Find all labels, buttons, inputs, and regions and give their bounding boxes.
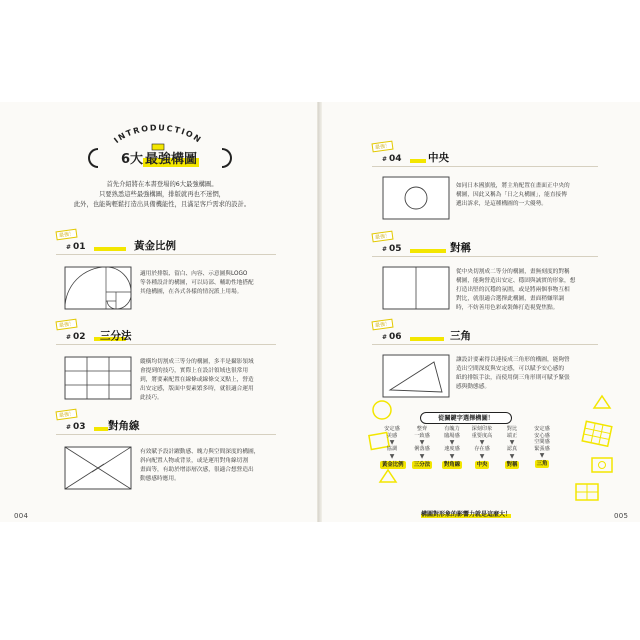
section-03-heading — [56, 410, 276, 434]
desc-line: 出安定感，版面中要素繁多時，就很適合運用 — [140, 386, 254, 392]
desc-line: 如同日本國旗般，將主角配置在畫面正中央的 — [456, 183, 570, 189]
keyword: 安定感 — [384, 426, 400, 432]
section-number: # 01 — [66, 242, 86, 252]
desc-line: 感與動態感。 — [456, 384, 491, 390]
composition-term: 三分法 — [413, 461, 431, 468]
badge: 最強！ — [55, 229, 77, 241]
arrow-down-icon: ▼ — [449, 439, 455, 446]
keyword-table — [372, 412, 562, 500]
intro-title-highlight: 最強構圖 — [145, 152, 198, 167]
keyword: 重要度高 — [471, 432, 493, 439]
keyword: 安心感 — [534, 432, 550, 439]
composition-term: 中央 — [476, 461, 488, 468]
arrow-down-icon: ▼ — [419, 452, 425, 460]
section-name: 對稱 — [450, 242, 471, 254]
desc-line: 縱橫均切割成三等分的構圖，多半是攝影領域 — [140, 359, 254, 365]
desc-line: 時，不妨善用色彩或裝飾打造視覺焦點。 — [456, 305, 559, 311]
badge: 最強！ — [371, 231, 393, 243]
heading-bar — [410, 249, 446, 253]
intro-text — [52, 180, 272, 210]
arrow-down-icon: ▼ — [479, 452, 485, 460]
keyword: 緊張感 — [534, 445, 550, 452]
keyword: 空間感 — [534, 439, 550, 445]
keyword-column — [440, 426, 464, 469]
desc-line: 斜向配置人物或背景，或是運用對角線切割 — [140, 458, 249, 464]
section-03-desc — [140, 448, 290, 484]
keyword-column — [410, 426, 434, 469]
desc-line: 到，將要素配置在線條或線條交叉點上，營造 — [140, 377, 254, 383]
section-05-heading — [372, 232, 598, 256]
heading-rule — [372, 256, 598, 257]
desc-line: 畫面等，有助於增添層次感，很適合想營造出 — [140, 467, 254, 473]
section-name: 對角線 — [108, 420, 140, 432]
desc-line: 會提到的技巧，實際上在設計領域也很常用 — [140, 368, 249, 374]
keyword: 一致感 — [414, 432, 430, 439]
arrow-down-icon: ▼ — [389, 452, 395, 460]
section-06-desc — [456, 356, 606, 392]
section-06-heading — [372, 320, 598, 344]
heading-rule — [372, 344, 598, 345]
keyword: 俐落感 — [414, 446, 430, 452]
desc-line: 構圖，能夠營造出安定、穩固與誠實的形象，想 — [456, 278, 576, 284]
arrow-down-icon: ▼ — [419, 439, 425, 446]
keyword-column — [530, 426, 554, 468]
triangle-diagram — [382, 354, 450, 398]
desc-line: 有效賦予設計躍動感、魄力與空間深度的構圖， — [140, 449, 260, 455]
section-04-heading — [372, 142, 598, 166]
left-page-number: 004 — [14, 512, 29, 520]
left-page — [0, 102, 318, 522]
desc-line: 從中央切割成二等分的構圖，畫無刻度的對稱 — [456, 269, 570, 275]
desc-line: 對比，就很適合選擇此構圖，畫面稍嫌單調 — [456, 296, 565, 302]
golden-ratio-diagram — [64, 266, 132, 310]
heading-bar — [94, 427, 108, 431]
section-number: # 06 — [382, 332, 402, 342]
desc-line: 等各種設計的構圖，可以局部、輔助性地搭配 — [140, 280, 254, 286]
desc-line: 造出空間深度與安定感，可以賦予安心感的 — [456, 366, 565, 372]
keyword: 臨場感 — [444, 432, 460, 439]
intro-line: 只要熟悉這些最強構圖，排版就再也不迷惘， — [99, 191, 225, 198]
arrow-down-icon: ▼ — [389, 439, 395, 446]
center-composition-diagram — [382, 176, 450, 220]
section-name: 三分法 — [100, 330, 132, 342]
desc-line: 讓設計要素得以連接成三角形的構圖，能夠營 — [456, 357, 570, 363]
desc-line: 其他構圖，在各式各樣的情況派上用場。 — [140, 289, 243, 295]
intro-line: 首先介紹將在本書登場的6大最強構圖。 — [106, 181, 218, 188]
book-spread — [0, 102, 640, 522]
keyword: 速度感 — [444, 446, 460, 452]
heading-rule — [56, 254, 276, 255]
section-name: 中央 — [428, 152, 449, 164]
keyword: 端正 — [506, 432, 518, 439]
desc-line: 適用於排版、留白、內容、示意圖與LOGO — [140, 271, 248, 277]
section-05-desc — [456, 268, 606, 313]
desc-line: 動態感時應用。 — [140, 476, 180, 482]
intro-title — [90, 148, 230, 170]
arrow-down-icon: ▼ — [479, 439, 485, 446]
heading-bar — [410, 159, 426, 163]
keyword-table-footer — [396, 509, 536, 518]
heading-rule — [372, 166, 598, 167]
section-number: # 05 — [382, 244, 402, 254]
section-number: # 04 — [382, 154, 402, 164]
section-02-heading — [56, 320, 276, 344]
keyword-column — [380, 426, 404, 469]
decor-grid — [582, 421, 612, 446]
section-name: 黃金比例 — [134, 240, 176, 252]
section-number: # 03 — [66, 422, 86, 432]
decor-split-box — [576, 484, 598, 500]
keyword: 整齊 — [416, 426, 428, 432]
svg-text:INTRODUCTION: INTRODUCTION — [112, 123, 204, 146]
section-name: 三角 — [450, 330, 471, 342]
keyword: 協調 — [386, 446, 398, 452]
section-02-desc — [140, 358, 290, 403]
badge: 最強！ — [371, 141, 393, 153]
heading-bar — [410, 337, 444, 341]
intro-title-prefix: 6大 — [120, 152, 144, 167]
desc-line: 此技巧。 — [140, 395, 163, 401]
keyword-table-title: 從關鍵字選擇構圖！ — [420, 412, 512, 424]
heading-rule — [56, 344, 276, 345]
keyword: 存在感 — [474, 446, 490, 452]
keyword: 認真 — [506, 446, 518, 452]
arrow-down-icon: ▼ — [449, 452, 455, 460]
rule-of-thirds-diagram — [64, 356, 132, 400]
composition-term: 三角 — [536, 461, 548, 467]
keyword-column — [470, 426, 494, 469]
keyword: 深刻印象 — [471, 426, 493, 432]
badge: 最強！ — [55, 409, 77, 421]
composition-term: 黃金比例 — [382, 461, 404, 468]
footer-text: 構圖對形象的影響力就是這麼大！ — [420, 511, 511, 518]
keyword: 美感 — [386, 432, 398, 439]
keyword: 安定感 — [534, 426, 550, 432]
section-01-desc — [140, 270, 290, 297]
decor-square — [592, 458, 612, 472]
intro-line: 此外，也能夠輕鬆打造出具備機能性，且滿足客戶需求的設計。 — [73, 201, 251, 208]
decor-triangle — [594, 396, 610, 408]
desc-line: 紙的排版手法，而使用倒三角形則可賦予緊張 — [456, 375, 570, 381]
symmetry-diagram — [382, 266, 450, 310]
badge: 最強！ — [371, 319, 393, 331]
right-page-number: 005 — [614, 512, 629, 520]
composition-term: 對稱 — [506, 461, 518, 468]
keyword-column — [500, 426, 524, 469]
desc-line: 打造出堅的沉穩的氛圍，或是將兩個事物互相 — [456, 287, 570, 293]
keyword: 有魄力 — [444, 426, 460, 432]
keyword: 對比 — [506, 426, 518, 432]
arrow-down-icon: ▼ — [509, 452, 515, 460]
section-01-heading — [56, 230, 276, 254]
composition-term: 對角線 — [443, 461, 461, 468]
heading-rule — [56, 434, 276, 435]
desc-line: 遞出訴求，是這種構圖的一大優勢。 — [456, 201, 547, 207]
section-04-desc — [456, 182, 606, 209]
badge: 最強！ — [55, 319, 77, 331]
desc-line: 構圖，因此又稱為「日之丸構圖」，能直接傳 — [456, 192, 567, 198]
arrow-down-icon: ▼ — [509, 439, 515, 446]
section-number: # 02 — [66, 332, 86, 342]
arrow-down-icon: ▼ — [539, 452, 545, 459]
decor-circle — [599, 462, 606, 469]
diagonal-diagram — [64, 446, 132, 490]
heading-bar — [94, 247, 126, 251]
